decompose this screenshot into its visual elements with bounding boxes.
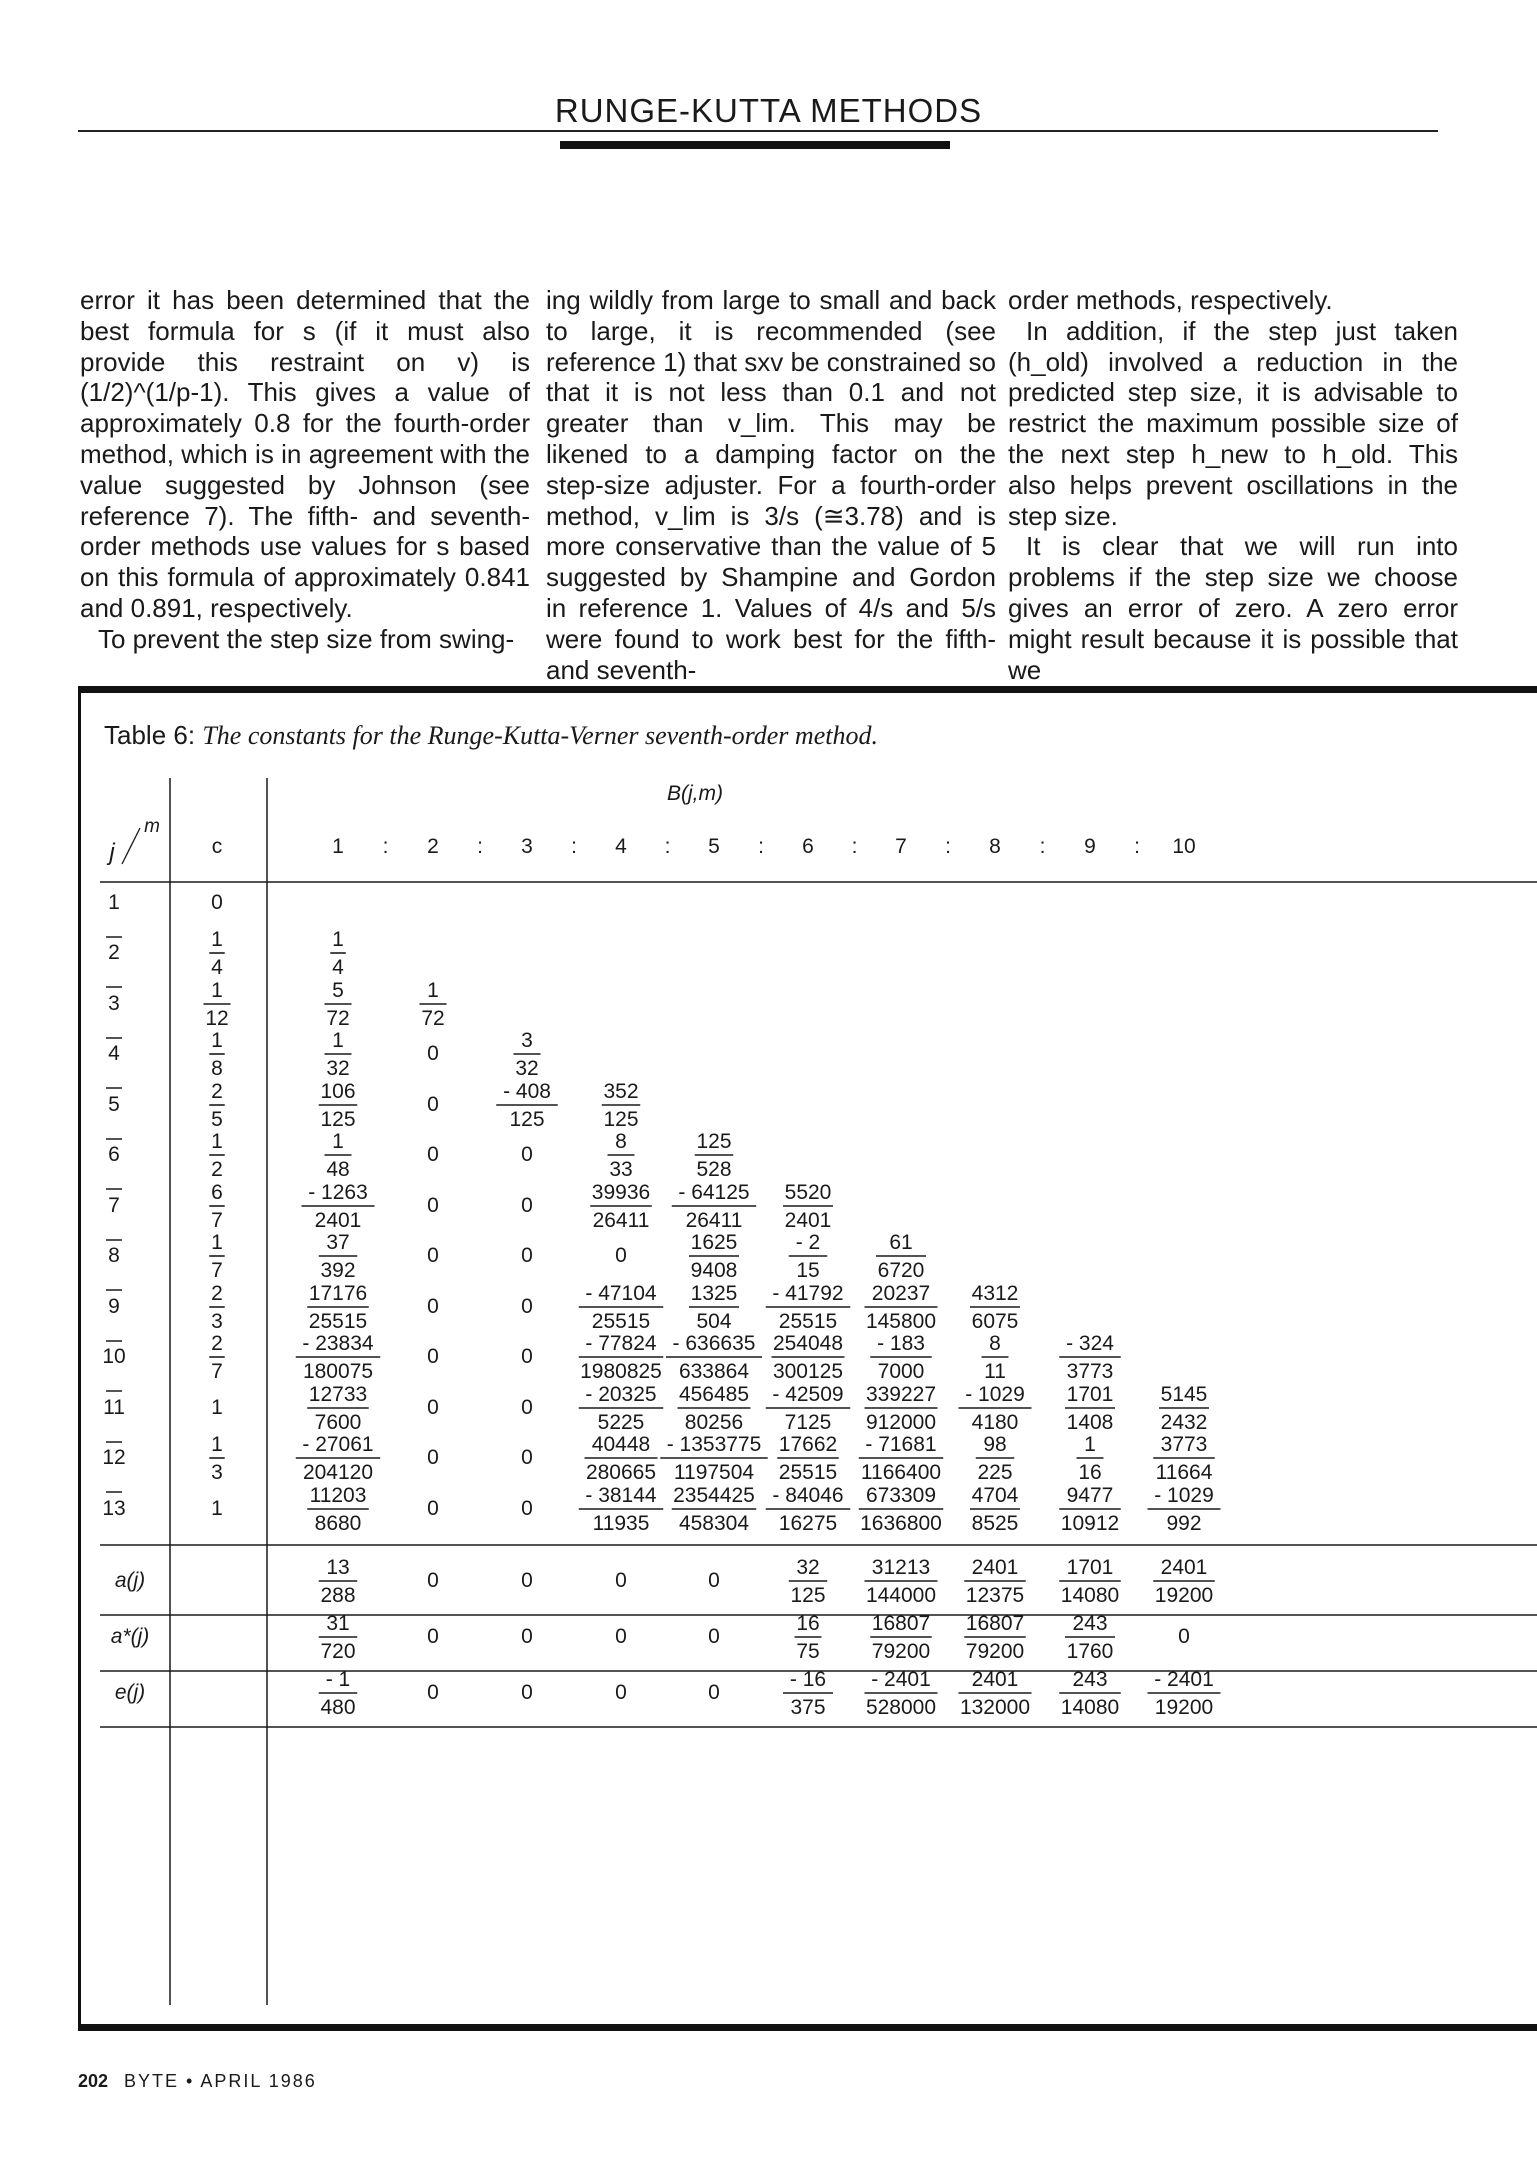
b-coefficient-numerator: 125: [696, 1130, 732, 1153]
b-coefficient-denominator: 300125: [772, 1360, 844, 1383]
row-index: 13: [102, 1497, 126, 1520]
row-index: 8: [108, 1244, 120, 1267]
b-coefficient-numerator: - 2: [795, 1231, 821, 1254]
table-frame-top: [78, 686, 1537, 693]
weight-coefficient-numerator: 2401: [971, 1556, 1019, 1579]
header-rule: [78, 130, 1438, 132]
b-coefficient-denominator: 80256: [684, 1411, 744, 1434]
b-coefficient: 0: [427, 1194, 439, 1217]
b-coefficient: 0: [427, 1244, 439, 1267]
b-coefficient-numerator: - 71681: [865, 1433, 937, 1456]
weight-coefficient: 0: [708, 1625, 720, 1648]
b-coefficient-denominator: 16275: [778, 1512, 838, 1535]
b-coefficient-numerator: - 77824: [585, 1332, 657, 1355]
b-coefficient-numerator: 1: [332, 1130, 344, 1153]
c-value-numerator: 1: [211, 979, 223, 1002]
b-coefficient-denominator: 15: [796, 1259, 820, 1282]
paragraph: In addition, if the step just taken (h_old) involved a reduction in the predicted step size, it is advisable to restrict the maximum possible size of the next step h_new to h_old. This also helps prevent oscillations in the step size.: [1008, 315, 1458, 531]
weight-coefficient-numerator: - 16: [789, 1668, 827, 1691]
weight-coefficient-numerator: 243: [1072, 1612, 1108, 1635]
corner-j-label: j: [109, 839, 115, 866]
weight-coefficient-denominator: 528000: [865, 1696, 937, 1719]
text-column-3: [1008, 285, 1458, 685]
page-footer: [78, 2071, 317, 2092]
b-coefficient-denominator: 528: [696, 1158, 732, 1181]
b-coefficient-denominator: 72: [421, 1007, 445, 1030]
m-header: 8: [989, 835, 1001, 858]
header-bar: [560, 141, 950, 149]
b-coefficient: 0: [521, 1446, 533, 1469]
weight-coefficient-denominator: 79200: [871, 1640, 931, 1663]
b-coefficient-numerator: 1325: [690, 1282, 738, 1305]
b-coefficient-denominator: 504: [696, 1310, 732, 1333]
weight-coefficient-numerator: 16: [796, 1612, 820, 1635]
c-value-numerator: 6: [211, 1181, 223, 1204]
b-coefficient-numerator: 9477: [1066, 1484, 1114, 1507]
header-separator: :: [1039, 835, 1046, 858]
b-coefficient-denominator: 32: [515, 1057, 539, 1080]
weight-coefficient-numerator: - 2401: [871, 1668, 931, 1691]
weight-coefficient-numerator: 2401: [971, 1668, 1019, 1691]
b-coefficient-denominator: 1408: [1066, 1411, 1114, 1434]
b-coefficient-numerator: - 324: [1066, 1332, 1114, 1355]
b-coefficient-numerator: 17176: [308, 1282, 368, 1305]
table-frame-left: [78, 686, 81, 2031]
row-index: 3: [108, 992, 120, 1015]
weight-coefficient-denominator: 12375: [965, 1584, 1025, 1607]
b-coefficient-numerator: 1: [332, 1029, 344, 1052]
weight-coefficient-denominator: 720: [320, 1640, 356, 1663]
b-coefficient-denominator: 392: [320, 1259, 356, 1282]
table-label: Table 6:: [104, 720, 196, 750]
b-coefficient: 0: [427, 1497, 439, 1520]
b-coefficient-denominator: 1980825: [580, 1360, 662, 1383]
b-coefficient-numerator: 1625: [690, 1231, 738, 1254]
weight-coefficient-numerator: 2401: [1160, 1556, 1208, 1579]
b-coefficient-denominator: 4: [332, 956, 344, 979]
weight-coefficient: 0: [521, 1681, 533, 1704]
row-index: 1: [108, 891, 120, 914]
weight-coefficient: 0: [615, 1569, 627, 1592]
weight-coefficient-denominator: 79200: [965, 1640, 1025, 1663]
b-coefficient-numerator: 20237: [871, 1282, 931, 1305]
row-index: 5: [108, 1093, 120, 1116]
weight-coefficient-denominator: 14080: [1060, 1696, 1120, 1719]
weight-coefficient: 0: [708, 1569, 720, 1592]
b-coefficient: 0: [427, 1396, 439, 1419]
b-coefficient-numerator: 17662: [778, 1433, 838, 1456]
b-coefficient-numerator: 12733: [308, 1383, 368, 1406]
b-coefficient-denominator: 4180: [971, 1411, 1019, 1434]
m-header: 6: [802, 835, 814, 858]
constants-table: [100, 760, 1537, 2010]
c-value-numerator: 1: [211, 1029, 223, 1052]
b-coefficient-denominator: 32: [326, 1057, 350, 1080]
header-separator: :: [1134, 835, 1140, 858]
c-value-denominator: 2: [211, 1158, 223, 1181]
b-coefficient-numerator: 61: [889, 1231, 913, 1254]
c-value-numerator: 2: [211, 1332, 223, 1355]
b-coefficient-numerator: - 1263: [308, 1181, 368, 1204]
b-coefficient-numerator: 5520: [784, 1181, 832, 1204]
weight-coefficient: 0: [708, 1681, 720, 1704]
b-coefficient-denominator: 145800: [865, 1310, 937, 1333]
b-coefficient-numerator: - 1029: [965, 1383, 1025, 1406]
b-coefficient-denominator: 26411: [685, 1209, 743, 1232]
page-number: 202: [78, 2071, 109, 2091]
c-value-denominator: 7: [211, 1259, 223, 1282]
c-value-numerator: 1: [211, 1130, 223, 1153]
weight-coefficient: 0: [1178, 1625, 1190, 1648]
corner-diagonal: [122, 828, 140, 864]
b-coefficient: 0: [521, 1497, 533, 1520]
b-coefficient-numerator: 1: [427, 979, 439, 1002]
weight-coefficient-denominator: 1760: [1066, 1640, 1114, 1663]
b-coefficient-denominator: 25515: [308, 1310, 368, 1333]
b-coefficient-numerator: 3: [521, 1029, 533, 1052]
b-coefficient-numerator: 8: [989, 1332, 1001, 1355]
b-coefficient-denominator: 72: [326, 1007, 350, 1030]
b-coefficient-numerator: 40448: [591, 1433, 651, 1456]
b-coefficient-numerator: - 408: [503, 1080, 551, 1103]
b-coefficient-numerator: - 41792: [772, 1282, 844, 1305]
b-coefficient: 0: [427, 1093, 439, 1116]
b-coefficient: 0: [427, 1143, 439, 1166]
b-coefficient-numerator: 2354425: [673, 1484, 755, 1507]
weight-coefficient: 0: [521, 1625, 533, 1648]
b-coefficient-denominator: 2432: [1160, 1411, 1208, 1434]
b-coefficient-denominator: 25515: [778, 1310, 838, 1333]
b-coefficient-numerator: 37: [326, 1231, 350, 1254]
b-coefficient-numerator: - 27061: [302, 1433, 374, 1456]
weight-coefficient-numerator: - 2401: [1154, 1668, 1214, 1691]
footer-text: BYTE • APRIL 1986: [124, 2071, 317, 2091]
weight-coefficient-denominator: 480: [320, 1696, 356, 1719]
b-coefficient-numerator: 4312: [971, 1282, 1019, 1305]
weight-coefficient-numerator: 16807: [871, 1612, 931, 1635]
b-coefficient-numerator: - 1353775: [666, 1433, 762, 1456]
paragraph: ing wildly from large to small and back to large, it is recommended (see reference 1) that sxv be constrained so that it is not less than 0.1 and not greater than v_lim. This may be likened to a damping factor on the step-size adjuster. For a fourth-order method, v_lim is 3/s (≅3.78) and is more conservative than the value of 5 suggested by Shampine and Gordon in reference 1. Values of 4/s and 5/s were found to work best for the fifth- and seventh-: [546, 285, 996, 685]
c-value-denominator: 7: [211, 1360, 223, 1383]
header-separator: :: [758, 835, 764, 858]
b-coefficient-numerator: 5: [332, 979, 344, 1002]
weight-coefficient-denominator: 14080: [1060, 1584, 1120, 1607]
table-frame-bottom: [78, 2024, 1537, 2031]
b-coefficient-numerator: - 84046: [772, 1484, 844, 1507]
b-coefficient-denominator: 6075: [971, 1310, 1019, 1333]
header-separator: :: [664, 835, 671, 858]
b-coefficient-denominator: 33: [609, 1158, 633, 1181]
m-header: 10: [1172, 835, 1196, 858]
b-coefficient-denominator: 25515: [778, 1461, 838, 1484]
b-coefficient-denominator: 7000: [877, 1360, 925, 1383]
b-coefficient-denominator: 6720: [877, 1259, 925, 1282]
c-value-denominator: 7: [211, 1209, 223, 1232]
b-coefficient-denominator: 8680: [314, 1512, 362, 1535]
b-coefficient-denominator: 912000: [865, 1411, 937, 1434]
b-coefficient-numerator: 5145: [1160, 1383, 1208, 1406]
b-coefficient-denominator: 9408: [690, 1259, 738, 1282]
weight-coefficient: 0: [615, 1681, 627, 1704]
row-index: 10: [102, 1345, 126, 1368]
b-coefficient-numerator: - 38144: [585, 1484, 657, 1507]
b-coefficient-denominator: 7600: [314, 1411, 362, 1434]
b-coefficient-denominator: 2401: [784, 1209, 832, 1232]
b-coefficient-denominator: 1636800: [860, 1512, 942, 1535]
b-coefficient: 0: [521, 1345, 533, 1368]
b-coefficient: 0: [427, 1345, 439, 1368]
weight-coefficient-denominator: 19200: [1154, 1696, 1214, 1719]
b-group-header: B(j,m): [667, 782, 723, 805]
weight-coefficient: 0: [615, 1625, 627, 1648]
b-coefficient-numerator: 339227: [865, 1383, 937, 1406]
b-coefficient-numerator: 1: [1084, 1433, 1096, 1456]
c-header: c: [211, 835, 223, 858]
c-value-denominator: 8: [211, 1057, 223, 1080]
row-index: 4: [108, 1042, 120, 1065]
weight-coefficient-numerator: 1701: [1066, 1556, 1114, 1579]
b-coefficient-numerator: 254048: [772, 1332, 844, 1355]
b-coefficient-numerator: 673309: [865, 1484, 937, 1507]
m-header: 9: [1084, 835, 1096, 858]
b-coefficient: 0: [615, 1244, 627, 1267]
b-coefficient-denominator: 26411: [592, 1209, 650, 1232]
b-coefficient-numerator: 39936: [591, 1181, 651, 1204]
paragraph: order methods, respectively.: [1008, 285, 1333, 315]
paragraph: To prevent the step size from swing-: [98, 623, 515, 654]
text-column-1: [80, 285, 530, 655]
b-coefficient-numerator: 8: [615, 1130, 627, 1153]
b-coefficient-denominator: 633864: [678, 1360, 750, 1383]
b-coefficient-denominator: 125: [509, 1108, 545, 1131]
row-index: 7: [108, 1194, 120, 1217]
b-coefficient: 0: [427, 1446, 439, 1469]
weight-label: a*(j): [110, 1625, 150, 1648]
b-coefficient: 0: [427, 1042, 439, 1065]
weight-coefficient-denominator: 75: [796, 1640, 820, 1663]
table-caption: [104, 720, 878, 751]
b-coefficient-denominator: 180075: [302, 1360, 374, 1383]
b-coefficient-numerator: 106: [320, 1080, 356, 1103]
b-coefficient-numerator: - 64125: [678, 1181, 750, 1204]
header-separator: :: [571, 835, 577, 858]
weight-label: a(j): [114, 1569, 146, 1592]
b-coefficient-denominator: 11664: [1155, 1461, 1213, 1484]
weight-coefficient-numerator: 16807: [965, 1612, 1025, 1635]
corner-m-label: m: [144, 816, 160, 837]
weight-coefficient-numerator: 31213: [871, 1556, 931, 1579]
b-coefficient-denominator: 48: [326, 1158, 350, 1181]
b-coefficient-denominator: 225: [977, 1461, 1013, 1484]
c-value-numerator: 1: [211, 1231, 223, 1254]
header-separator: :: [382, 835, 389, 858]
c-value-denominator: 12: [205, 1007, 229, 1030]
b-coefficient-numerator: 98: [983, 1433, 1007, 1456]
text-column-2: [546, 285, 996, 685]
b-coefficient-numerator: 352: [603, 1080, 639, 1103]
m-header: 7: [895, 835, 907, 858]
row-index: 11: [103, 1396, 125, 1419]
row-index: 2: [108, 941, 120, 964]
weight-coefficient-denominator: 132000: [959, 1696, 1031, 1719]
b-coefficient-denominator: 5225: [597, 1411, 645, 1434]
b-coefficient-denominator: 3773: [1066, 1360, 1114, 1383]
b-coefficient-denominator: 25515: [591, 1310, 651, 1333]
b-coefficient-denominator: 458304: [678, 1512, 750, 1535]
weight-coefficient-denominator: 288: [320, 1584, 356, 1607]
weight-coefficient-denominator: 375: [790, 1696, 826, 1719]
b-coefficient: 0: [521, 1244, 533, 1267]
b-coefficient-numerator: 4704: [971, 1484, 1019, 1507]
paragraph: error it has been determined that the best formula for s (if it must also provide this restraint on v) is (1/2)^(1/p-1). This gives a value of approximately 0.8 for the fourth-order method, which is in agreement with the value suggested by Johnson (see reference 7). The fifth- and seventh-order methods use values for s based on this formula of approximately 0.841 and 0.891, respectively.: [80, 285, 530, 623]
b-coefficient-denominator: 125: [320, 1108, 356, 1131]
b-coefficient-denominator: 992: [1166, 1512, 1202, 1535]
b-coefficient-numerator: - 20325: [585, 1383, 657, 1406]
b-coefficient-numerator: 11203: [309, 1484, 367, 1507]
c-value: 1: [211, 1396, 223, 1419]
weight-label: e(j): [114, 1681, 146, 1704]
weight-coefficient: 0: [427, 1681, 439, 1704]
b-coefficient-numerator: 1: [332, 928, 344, 951]
b-coefficient-denominator: 8525: [971, 1512, 1019, 1535]
m-header: 4: [615, 835, 627, 858]
b-coefficient-denominator: 125: [603, 1108, 639, 1131]
b-coefficient-numerator: 456485: [678, 1383, 750, 1406]
c-value: 0: [211, 891, 223, 914]
weight-coefficient-numerator: 32: [796, 1556, 820, 1579]
b-coefficient-denominator: 11935: [592, 1512, 650, 1535]
b-coefficient-numerator: - 23834: [302, 1332, 374, 1355]
table-caption-text: The constants for the Runge-Kutta-Verner seventh-order method.: [202, 721, 878, 750]
row-index: 6: [108, 1143, 120, 1166]
b-coefficient: 0: [521, 1396, 533, 1419]
weight-coefficient: 0: [521, 1569, 533, 1592]
b-coefficient-numerator: 3773: [1160, 1433, 1208, 1456]
c-value-denominator: 3: [211, 1310, 223, 1333]
header-separator: :: [851, 835, 858, 858]
c-value-numerator: 1: [211, 1433, 223, 1456]
running-header: RUNGE-KUTTA METHODS: [554, 92, 983, 129]
weight-coefficient-denominator: 144000: [865, 1584, 937, 1607]
b-coefficient: 0: [521, 1143, 533, 1166]
header-separator: :: [477, 835, 483, 858]
b-coefficient-denominator: 10912: [1060, 1512, 1120, 1535]
weight-coefficient: 0: [427, 1625, 439, 1648]
c-value-denominator: 3: [211, 1461, 223, 1484]
m-header: 1: [332, 835, 344, 858]
weight-coefficient-denominator: 125: [790, 1584, 826, 1607]
c-value-numerator: 1: [211, 928, 223, 951]
b-coefficient-numerator: - 636635: [672, 1332, 756, 1355]
b-coefficient-denominator: 1166400: [860, 1461, 942, 1484]
c-value: 1: [211, 1497, 223, 1520]
b-coefficient-numerator: - 42509: [772, 1383, 844, 1406]
row-index: 12: [102, 1446, 126, 1469]
b-coefficient: 0: [427, 1295, 439, 1318]
b-coefficient-denominator: 204120: [302, 1461, 374, 1484]
m-header: 3: [521, 835, 533, 858]
b-coefficient-denominator: 280665: [585, 1461, 657, 1484]
b-coefficient-numerator: 1701: [1066, 1383, 1114, 1406]
m-header: 5: [708, 835, 720, 858]
b-coefficient-numerator: - 1029: [1154, 1484, 1214, 1507]
weight-coefficient-numerator: - 1: [325, 1668, 351, 1691]
b-coefficient-denominator: 11: [984, 1360, 1006, 1383]
b-coefficient-denominator: 1197504: [673, 1461, 755, 1484]
m-header: 2: [427, 835, 439, 858]
b-coefficient-denominator: 2401: [314, 1209, 362, 1232]
weight-coefficient-numerator: 13: [326, 1556, 350, 1579]
b-coefficient-numerator: - 183: [877, 1332, 925, 1355]
header-separator: :: [945, 835, 951, 858]
c-value-numerator: 2: [211, 1080, 223, 1103]
b-coefficient-numerator: - 47104: [585, 1282, 657, 1305]
c-value-denominator: 4: [211, 956, 223, 979]
b-coefficient-denominator: 16: [1078, 1461, 1102, 1484]
c-value-denominator: 5: [211, 1108, 223, 1131]
weight-coefficient-denominator: 19200: [1154, 1584, 1214, 1607]
b-coefficient: 0: [521, 1194, 533, 1217]
b-coefficient-denominator: 7125: [784, 1411, 832, 1434]
paragraph: It is clear that we will run into problems if the step size we choose gives an error of zero. A zero error might result because it is possible that we: [1008, 531, 1458, 685]
c-value-numerator: 2: [211, 1282, 223, 1305]
weight-coefficient-numerator: 31: [326, 1612, 350, 1635]
row-index: 9: [108, 1295, 120, 1318]
b-coefficient: 0: [521, 1295, 533, 1318]
weight-coefficient: 0: [427, 1569, 439, 1592]
weight-coefficient-numerator: 243: [1072, 1668, 1108, 1691]
